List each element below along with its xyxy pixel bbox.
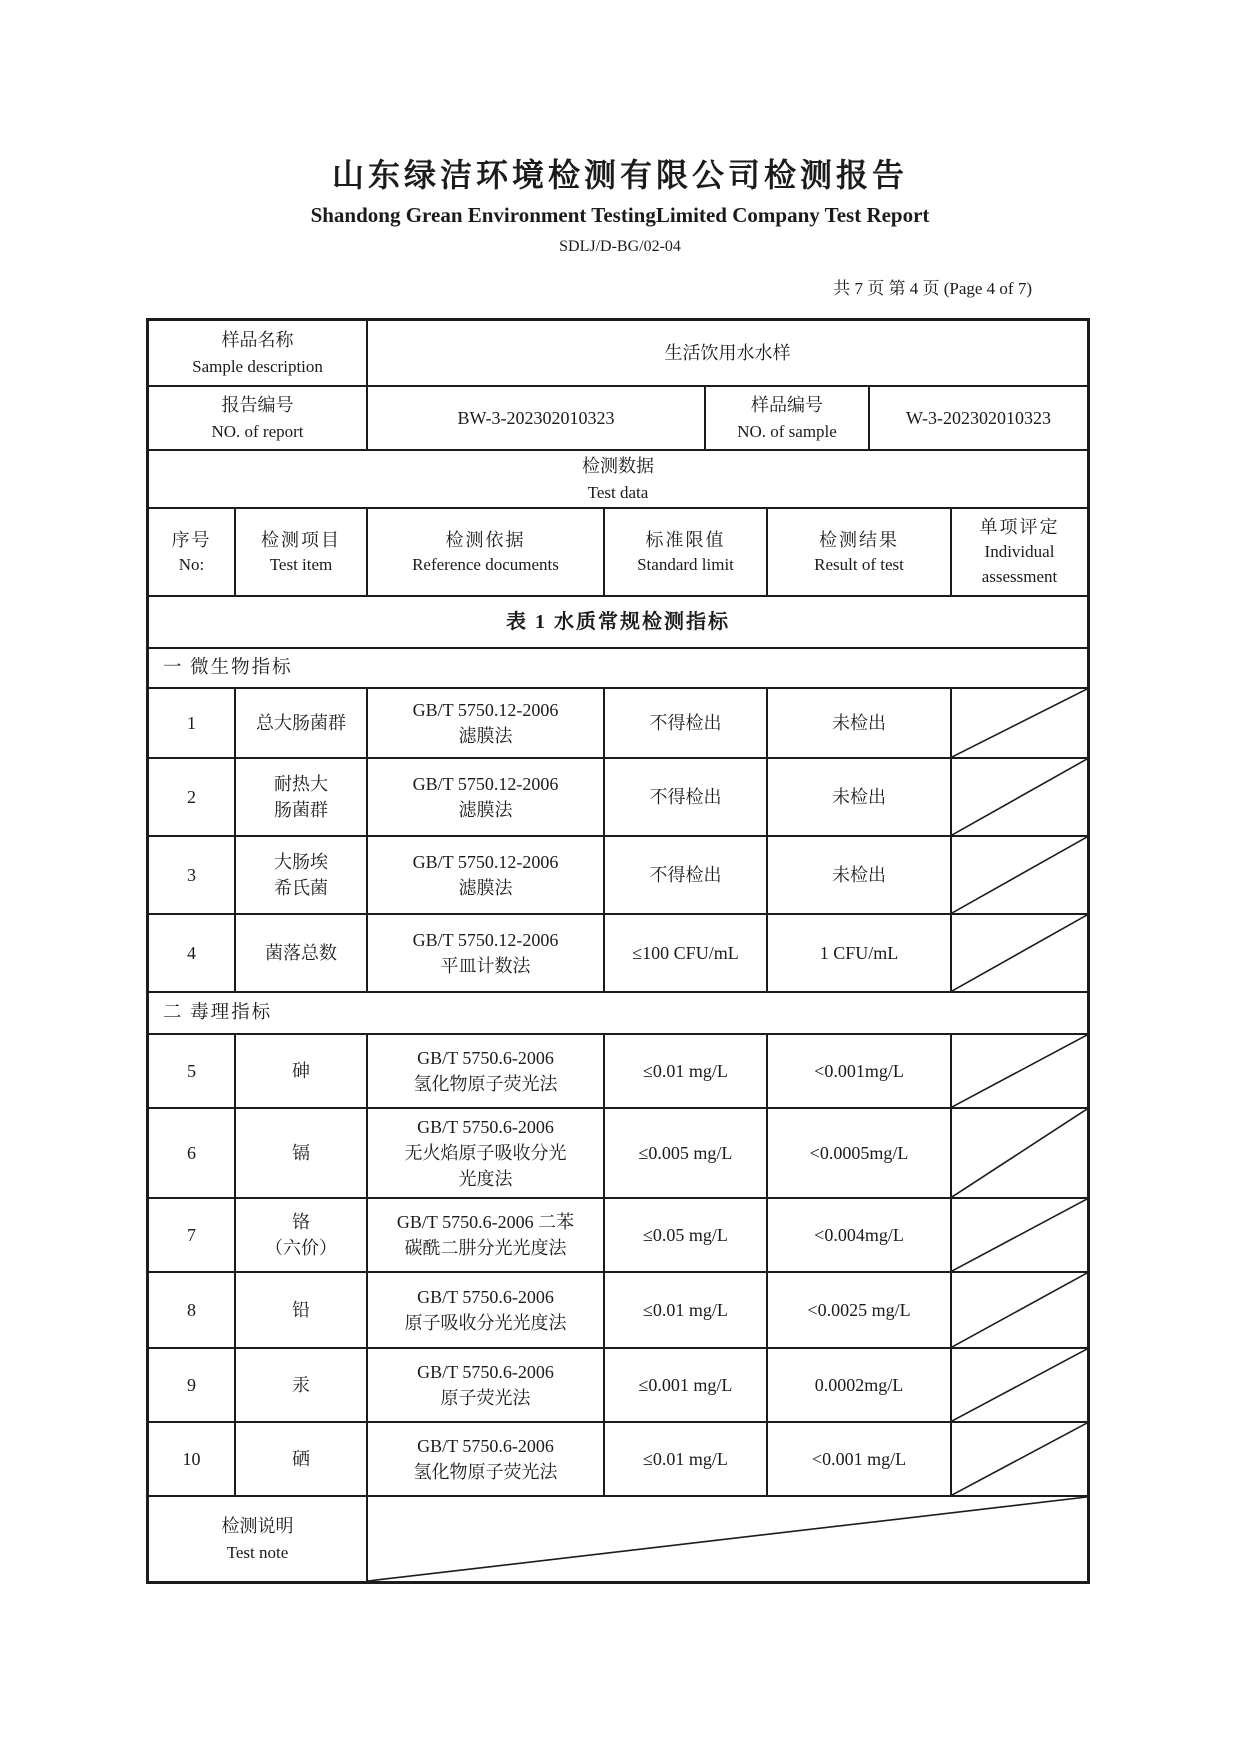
page-indicator: 共 7 页 第 4 页 (Page 4 of 7) [833,279,1032,298]
row-method-line: GB/T 5750.6-2006 [417,1116,554,1137]
doc-code: SDLJ/D-BG/02-04 [559,238,681,255]
row-method [368,689,605,757]
test-data-header [149,451,1087,507]
row-limit: 不得检出 [605,837,768,913]
diagonal-slash [952,1423,1087,1495]
column-header-row [149,509,1087,597]
diagonal-slash [952,915,1087,991]
test-note-label-en: Test note [226,1542,289,1562]
row-method [368,759,605,835]
row-item [236,1199,368,1271]
test-data-banner [149,451,1087,509]
table-row [149,837,1087,915]
test-note-label [149,1497,368,1581]
assessment-cell [952,1423,1087,1495]
row-result: <0.001mg/L [768,1035,952,1107]
row-result: 未检出 [768,837,952,913]
row-item-line: 菌落总数 [265,942,337,963]
assessment-cell [952,1199,1087,1271]
table-row [149,1199,1087,1273]
row-method-line: GB/T 5750.6-2006 [417,1361,554,1382]
row-item-line: 汞 [292,1374,310,1395]
sample-no-label [706,387,870,449]
col-header-item [236,509,368,595]
test-note-label-cn: 检测说明 [221,1515,294,1536]
section-header-microbiological [149,649,1087,689]
sample-description-label-cn: 样品名称 [221,329,294,350]
col-header-result-cn: 检测结果 [819,529,899,550]
col-header-no-cn: 序号 [171,529,212,550]
sample-no-value: W-3-202302010323 [906,407,1051,428]
assessment-cell [952,759,1087,835]
row-item-line: 铬 [292,1211,310,1232]
row-method [368,837,605,913]
row-result: <0.001 mg/L [768,1423,952,1495]
row-item-line: 希氏菌 [274,878,328,898]
row-item-line: 耐热大 [274,773,328,794]
diagonal-slash [952,1199,1087,1271]
row-result: 1 CFU/mL [768,915,952,991]
row-method-line: 氢化物原子荧光法 [413,1462,558,1482]
col-header-assessment [952,509,1087,595]
col-header-limit-en: Standard limit [637,554,734,574]
row-item [236,837,368,913]
row-item [236,1349,368,1421]
diagonal-slash [368,1497,1087,1581]
report-table [146,318,1090,1584]
page-title-english: Shandong Grean Environment TestingLimited Company Test Report [310,203,930,227]
diagonal-slash [952,1035,1087,1107]
row-item [236,1273,368,1347]
row-no: 8 [149,1273,236,1347]
row-method [368,1349,605,1421]
sample-description-row [149,321,1087,387]
col-header-method [368,509,605,595]
assessment-cell [952,1035,1087,1107]
row-method-line: GB/T 5750.12-2006 [412,773,559,794]
row-no: 2 [149,759,236,835]
row-method-line: GB/T 5750.6-2006 [417,1435,554,1456]
assessment-cell [952,915,1087,991]
report-no-label-cn: 报告编号 [221,394,294,415]
col-header-result-en: Result of test [814,554,904,574]
table-row [149,1035,1087,1109]
table-row [149,689,1087,759]
row-result: 未检出 [768,759,952,835]
diagonal-slash [952,1349,1087,1421]
test-note-row [149,1497,1087,1581]
row-item [236,759,368,835]
table-row [149,1349,1087,1423]
row-item-line: （六价） [265,1238,337,1258]
row-limit: ≤0.01 mg/L [605,1035,768,1107]
row-method [368,1109,605,1197]
diagonal-slash [952,1273,1087,1347]
row-result: <0.0005mg/L [768,1109,952,1197]
table-row [149,1423,1087,1497]
row-method-line: 原子荧光法 [440,1388,531,1408]
section-header-toxicological [149,993,1087,1035]
row-no: 10 [149,1423,236,1495]
sample-description-label [149,321,368,385]
row-no: 5 [149,1035,236,1107]
row-method-line: 平皿计数法 [440,956,531,976]
diagonal-slash [952,1109,1087,1197]
diagonal-slash [952,759,1087,835]
row-no: 9 [149,1349,236,1421]
test-data-header-en: Test data [587,482,649,502]
table-row [149,915,1087,993]
row-limit: ≤0.001 mg/L [605,1349,768,1421]
row-no: 4 [149,915,236,991]
col-header-assessment-en1: Individual [984,542,1055,562]
row-method-line: 光度法 [458,1169,513,1190]
col-header-limit-cn: 标准限值 [645,529,726,550]
row-item-line: 大肠埃 [274,851,328,872]
col-header-method-cn: 检测依据 [445,529,526,550]
table-row [149,759,1087,837]
row-method [368,1199,605,1271]
test-note-value-cell [368,1497,1087,1581]
row-method-line: GB/T 5750.6-2006 二苯 [396,1211,575,1232]
row-item [236,689,368,757]
col-header-method-en: Reference documents [412,554,559,574]
row-method-line: 滤膜法 [458,800,513,820]
row-method [368,1035,605,1107]
col-header-limit [605,509,768,595]
row-method-line: 无火焰原子吸收分光 [404,1142,567,1163]
row-result: <0.004mg/L [768,1199,952,1271]
row-method [368,1273,605,1347]
row-item-line: 铅 [292,1299,310,1320]
row-method-line: 滤膜法 [458,726,513,746]
section-header-label: 一 微生物指标 [163,657,293,678]
row-item-line: 肠菌群 [274,800,328,820]
row-method-line: GB/T 5750.12-2006 [412,851,559,872]
row-item-line: 硒 [292,1448,310,1469]
assessment-cell [952,1109,1087,1197]
row-method-line: GB/T 5750.12-2006 [412,929,559,950]
col-header-no [149,509,236,595]
row-item-line: 砷 [292,1060,310,1081]
test-data-header-cn: 检测数据 [582,455,654,476]
table-row [149,1273,1087,1349]
row-item [236,1423,368,1495]
report-no-value: BW-3-202302010323 [368,387,706,449]
row-method-line: 原子吸收分光光度法 [404,1313,567,1333]
sample-no-label-en: NO. of sample [737,421,837,441]
col-header-item-en: Test item [269,554,333,574]
report-number-row [149,387,1087,451]
sample-description-value: 生活饮用水水样 [664,342,791,363]
sample-description-label-en: Sample description [192,356,323,376]
row-limit: ≤0.05 mg/L [605,1199,768,1271]
col-header-assessment-cn: 单项评定 [979,517,1060,538]
col-header-item-cn: 检测项目 [261,529,341,550]
row-limit: ≤0.01 mg/L [605,1423,768,1495]
assessment-cell [952,837,1087,913]
row-item [236,1109,368,1197]
row-limit: ≤100 CFU/mL [605,915,768,991]
assessment-cell [952,1349,1087,1421]
section-header-label: 二 毒理指标 [163,1002,273,1023]
diagonal-slash [952,837,1087,913]
row-no: 6 [149,1109,236,1197]
row-result: 未检出 [768,689,952,757]
row-no: 7 [149,1199,236,1271]
row-result: <0.0025 mg/L [768,1273,952,1347]
row-method [368,1423,605,1495]
row-method-line: 碳酰二肼分光光度法 [404,1238,567,1258]
page-title: 山东绿洁环境检测有限公司检测报告 [331,157,908,193]
row-no: 1 [149,689,236,757]
row-method-line: 氢化物原子荧光法 [413,1074,558,1094]
col-header-no-en: No: [178,554,205,574]
assessment-cell [952,689,1087,757]
row-limit: ≤0.01 mg/L [605,1273,768,1347]
table-row [149,1109,1087,1199]
row-limit: 不得检出 [605,759,768,835]
report-no-label [149,387,368,449]
row-method-line: GB/T 5750.6-2006 [417,1286,554,1307]
row-method [368,915,605,991]
row-item [236,915,368,991]
row-result: 0.0002mg/L [768,1349,952,1421]
col-header-result [768,509,952,595]
row-item-line: 总大肠菌群 [256,712,346,733]
table-title-row [149,597,1087,649]
assessment-cell [952,1273,1087,1347]
row-method-line: GB/T 5750.12-2006 [412,699,559,720]
row-method-line: 滤膜法 [458,878,513,898]
sample-no-label-cn: 样品编号 [751,394,823,415]
row-limit: ≤0.005 mg/L [605,1109,768,1197]
col-header-assessment-en2: assessment [981,567,1058,587]
report-no-label-en: NO. of report [211,421,304,441]
table-title: 表 1 水质常规检测指标 [506,610,730,633]
row-item [236,1035,368,1107]
row-no: 3 [149,837,236,913]
row-method-line: GB/T 5750.6-2006 [417,1047,554,1068]
row-item-line: 镉 [292,1142,310,1163]
diagonal-slash [952,689,1087,757]
row-limit: 不得检出 [605,689,768,757]
